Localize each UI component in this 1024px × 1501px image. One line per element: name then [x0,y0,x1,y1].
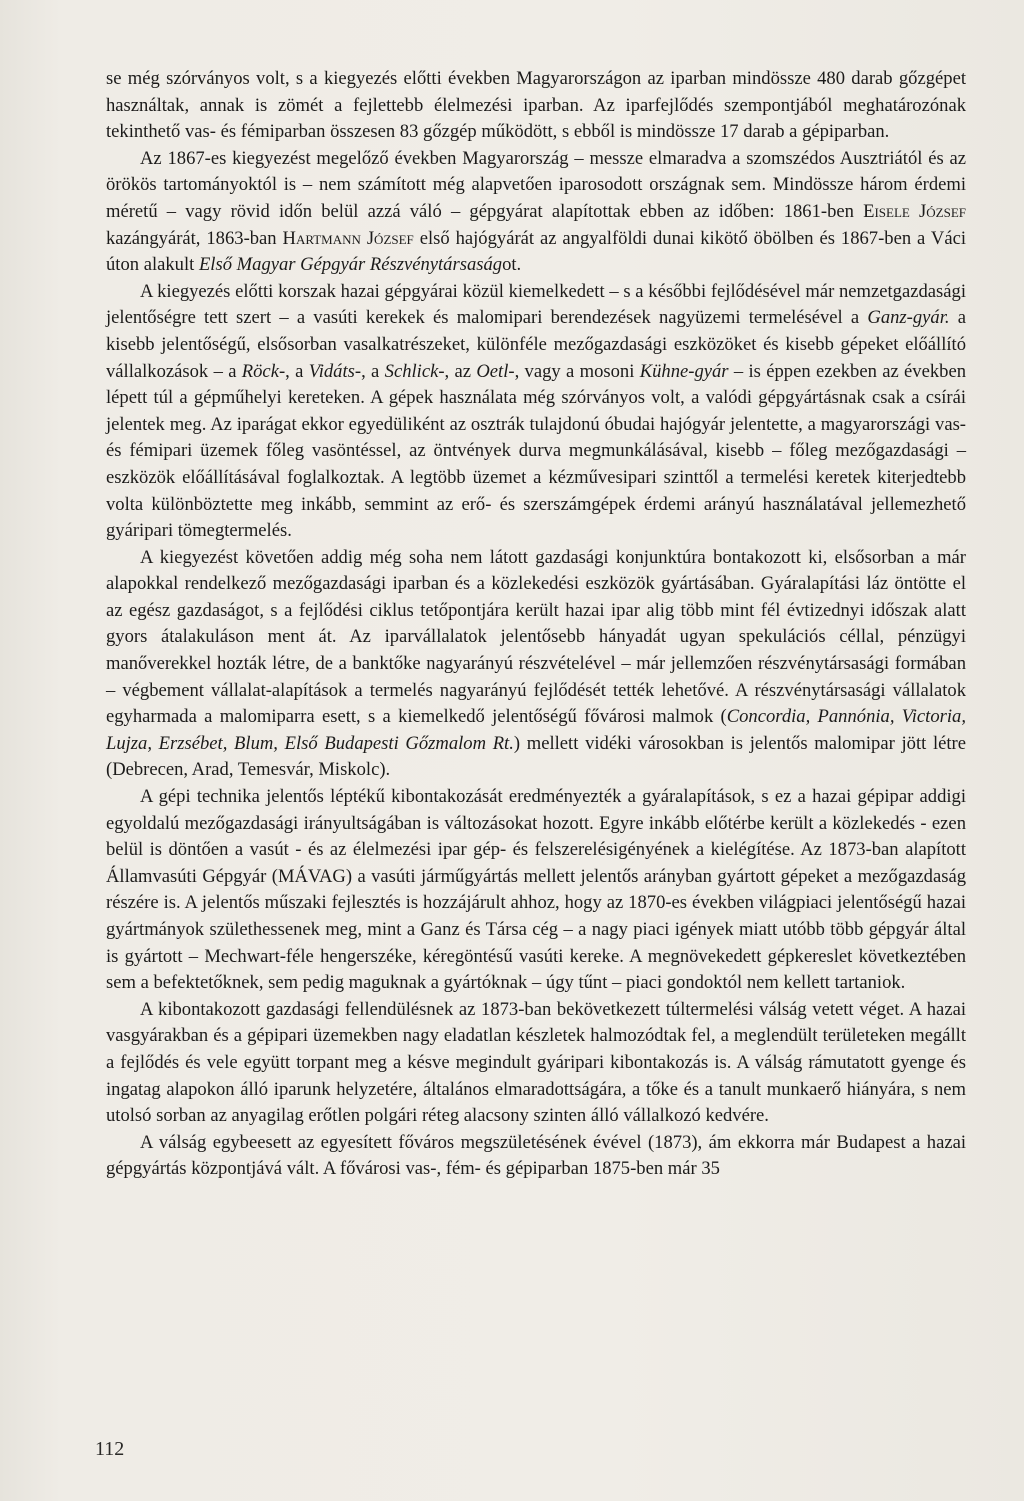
text-run: se még szórványos volt, s a kiegyezés előtti években Magyarországon az iparban mindössze 480 darab gőzgépet használtak, annak is zömét a fejlettebb élelmezési iparban. Az iparfejlődés szempontjából meghatározónak tekinthető vas- és fémiparban összesen 83 gőzgép működött, s ebből is mindössze 17 darab a gépiparban. [106,68,966,143]
page-number: 112 [95,1438,125,1460]
italic-text: Ganz-gyár. [867,307,950,329]
text-run: a kisebb jelentőségű, elsősorban vasalkatrészeket, különféle mezőgazdasági eszközöket és kisebb gépeket előállító vállalkozások – a [106,307,966,382]
text-run: , az [444,360,477,382]
body-text [106,66,966,1183]
italic-text: Schlick- [384,360,445,382]
paragraph-p3 [106,279,966,545]
text-run: A gépi technika jelentős léptékű kibontakozását eredményezték a gyáralapítások, s ez a hazai gépipar addigi egyoldalú mezőgazdasági irányultságában is változásokat hozott. Egyre inkább előtérbe került a közlekedés - ezen belül is döntően a vasút - és az élelmezési ipar gép- és felszerelésigényének a kielégítése. Az 1873-ban alapított Államvasúti Gépgyár (MÁVAG) a vasúti járműgyártás mellett jelentős arányban gyártott gépeket a mezőgazdaság részére is. A jelentős műszaki fejlesztés is hozzájárult ahhoz, hogy az 1870-es években világpiaci jelentőségű hazai gyártmányok születhessenek meg, mint a Ganz és Társa cég – a nagy piaci igények miatt utóbb több gépgyár által is gyártott – Mechwart-féle hengerszéke, kéregöntésű vasúti kereke. A megnövekedett gépkereslet következtében sem a befektetőknek, sem pedig maguknak a gyártóknak – úgy tűnt – piaci gondoktól nem kellett tartaniok. [106,786,966,994]
text-run: , a [361,360,385,382]
paragraph-p6 [106,997,966,1130]
paragraph-p4 [106,545,966,784]
italic-text: Röck- [241,360,286,382]
paragraph-p7 [106,1130,966,1183]
paragraph-p2 [106,146,966,279]
text-run: A válság egybeesett az egyesített főváros megszületésének évével (1873), ám ekkorra már Budapest a hazai gépgyártás központjává vált. A fővárosi vas-, fém- és gépiparban 1875-ben már 35 [106,1131,966,1180]
text-run: , a [285,360,309,382]
italic-text: Kühne-gyár [639,360,729,382]
small-caps-name: Hartmann József [282,227,414,249]
text-run: Az 1867-es kiegyezést megelőző években Magyarország – messze elmaradva a szomszédos Ausztriától és az örökös tartományoktól is – nem számított még alapvetően iparosodott országnak sem. Mindössze három érdemi méretű – vagy rövid időn belül azzá váló – gépgyárat alapítottak ebben az időben: 1861-ben [106,147,966,222]
italic-text: Első Magyar Gépgyár Részvénytársaság [198,254,503,276]
italic-text: Vidáts- [308,360,362,382]
text-run: – is éppen ezekben az években lépett túl a gépműhelyi kereteken. A gépek használata még szórványos volt, a valódi gépgyártásnak csak a csírái jelentek meg. Az iparágat ekkor egyedüliként az osztrák tulajdonú óbudai hajógyár jelentette, a magyarországi vas- és fémipari üzemek főleg vasöntéssel, az öntvények durva megmunkálásával, kisebb – főleg mezőgazdasági – eszközök előállításával foglalkoztak. A legtöbb üzemet a kézművesipari szinttől a termelési keretek kiterjedtebb volta különböztette meg inkább, semmint az erő- és szerszámgépek érdemi arányú használatával jellemezhető gyáripari tömegtermelés. [106,360,966,542]
paragraph-p5 [106,784,966,997]
text-run: A kibontakozott gazdasági fellendülésnek az 1873-ban bekövetkezett túltermelési válság vetett véget. A hazai vasgyárakban és a gépipari üzemekben nagy eladatlan készletek halmozódtak fel, a meglendült területeken megállt a fejlődés és vele együtt torpant meg a késve megindult gyáripari kibontakozás is. A válság rámutatott gyenge és ingatag alapokon álló iparunk helyzetére, általános elmaradottságára, a tőke és a tanult munkaerő hiányára, s nem utolsó sorban az anyagilag erőtlen polgári réteg alacsony szinten álló vállalkozó kedvére. [106,998,966,1127]
text-run: kazángyárát, 1863-ban [106,227,283,249]
text-run: , vagy a mosoni [514,360,640,382]
italic-text: Concordia, Pannónia, Victoria, Lujza, Erzsébet, Blum, Első Budapesti Gőzmalom Rt. [106,706,966,754]
text-run: A kiegyezés előtti korszak hazai gépgyárai közül kiemelkedett – s a későbbi fejlődésével már nemzetgazdasági jelentőségre tett szert – a vasúti kerekek és malomipari berendezések nagyüzemi termelésével a [106,280,966,329]
italic-text: Oetl- [476,360,515,382]
text-run: ) mellett vidéki városokban is jelentős malomipar jött létre (Debrecen, Arad, Temesvár, Miskolc). [106,732,966,781]
text-run: első hajógyárát az angyalföldi dunai kikötő öbölben és 1867-ben a Váci úton alakult [106,227,966,276]
text-run: ot. [502,254,522,276]
paragraph-p1 [106,66,966,146]
small-caps-name: Eisele József [863,200,967,222]
text-run: A kiegyezést követően addig még soha nem látott gazdasági konjunktúra bontakozott ki, elsősorban a már alapokkal rendelkező mezőgazdasági iparban és a közlekedési eszközök gyártásában. Gyáralapítási láz öntötte el az egész gazdaságot, s a fejlődési ciklus tetőpontjára került hazai ipar alig több mint fél évtizednyi időszak alatt gyors átalakuláson ment át. Az iparvállalatok jelentősebb hányadát ugyan spekulációs céllal, pénzügyi manőverekkel hozták létre, de a banktőke nagyarányú részvételével – már jellemzően részvénytársasági formában – végbement vállalat-alapítások a termelés nagyarányú fejlődését tették lehetővé. A részvénytársasági vállalatok egyharmada a malomiparra esett, s a kiemelkedő jelentőségű fővárosi malmok ( [106,546,966,728]
